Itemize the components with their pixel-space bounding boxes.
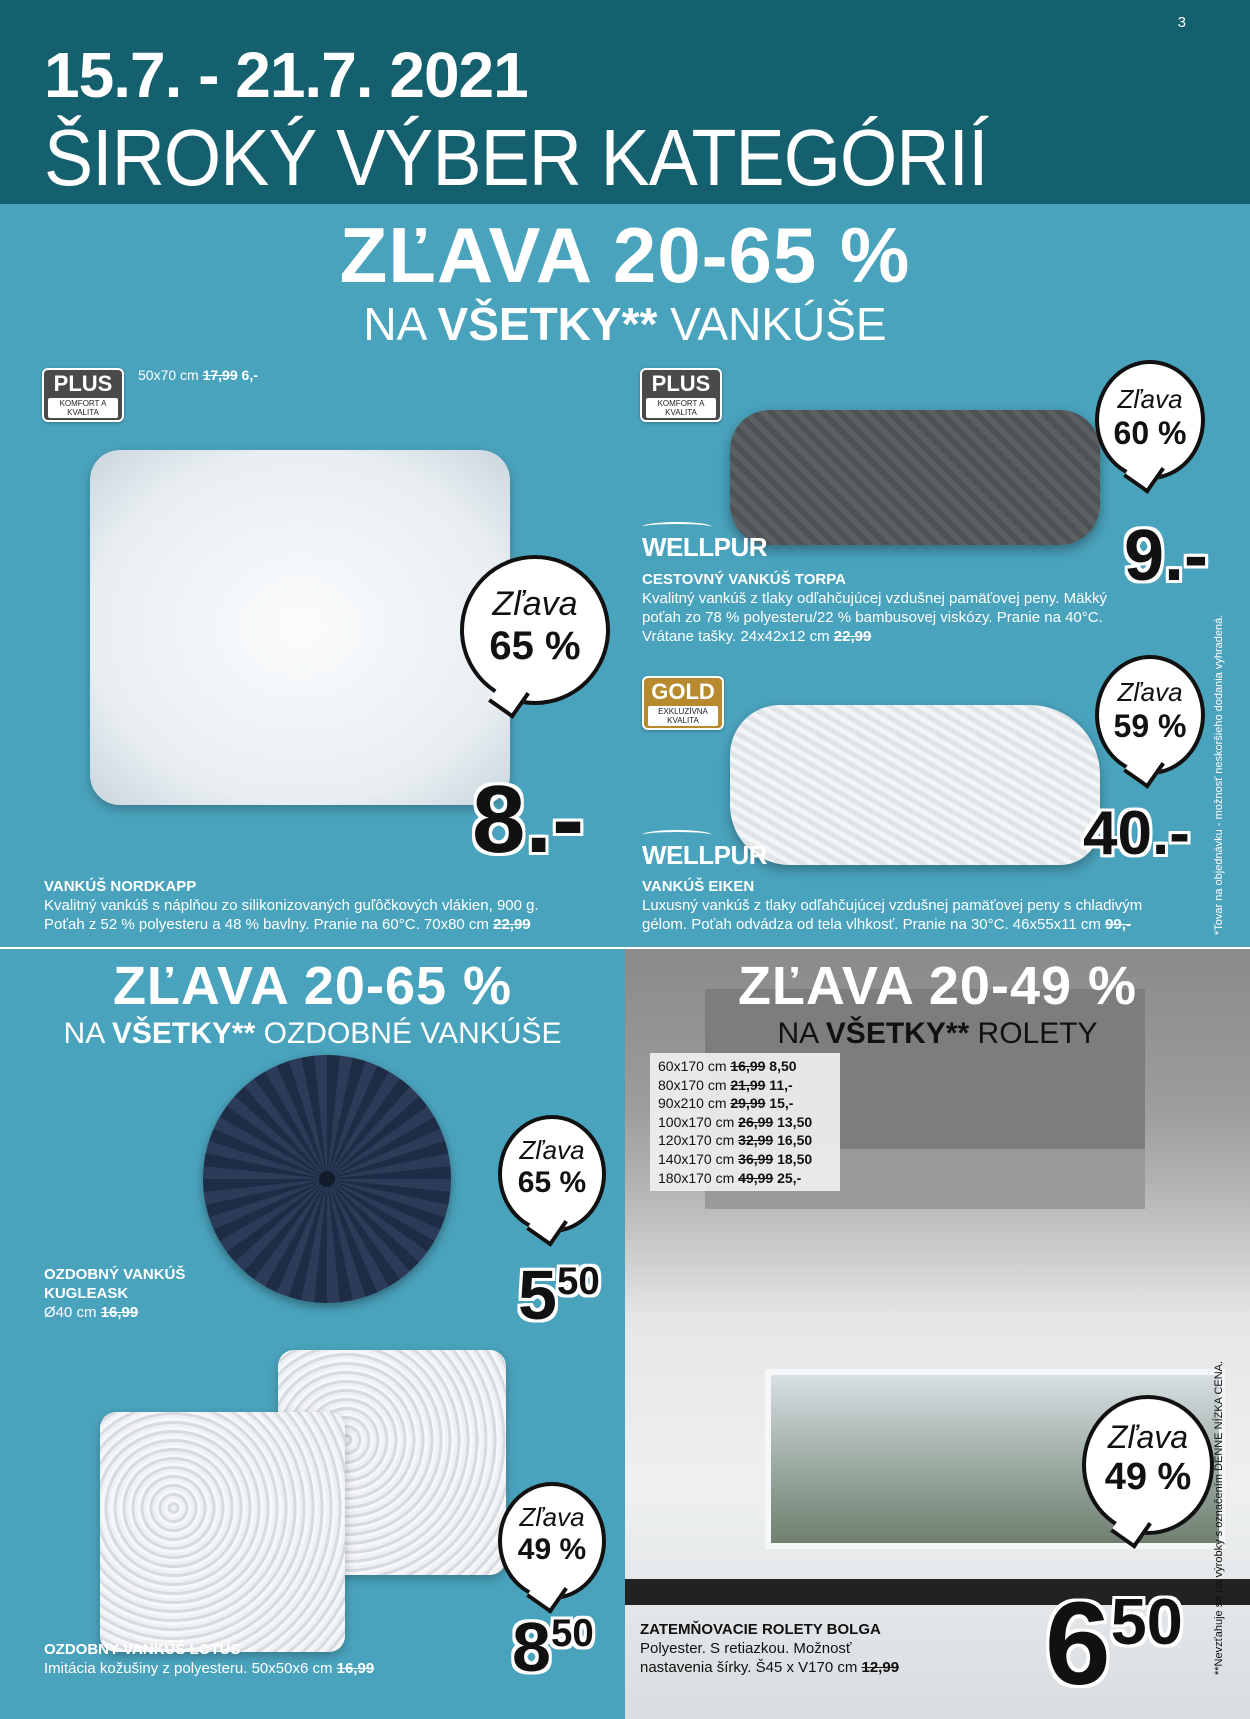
pillows-discount-banner	[0, 212, 1250, 350]
torpa-description: CESTOVNÝ VANKÚŠ TORPA Kvalitný vankúš z tlaky odľahčujúcej vzdušnej pamäťovej peny. Mäkký poťah zo 78 % polyesteru/22 % bambusovej viskózy. Pranie na 40°C. Vrátane tašky. 24x42x12 cm 22,99	[642, 571, 1107, 645]
torpa-discount-bubble: Zľava 60 %	[1095, 360, 1205, 480]
bolga-price: $6^{50}$	[1045, 1578, 1183, 1710]
kugleask-price: $5^{50}$	[518, 1256, 600, 1334]
blinds-discount-banner	[625, 955, 1250, 1051]
wellpur-logo: WELLPUR	[642, 840, 768, 870]
nordkapp-price: 8.-	[472, 766, 585, 873]
lotus-price: $8^{50}$	[512, 1608, 594, 1686]
nordkapp-discount-bubble: Zľava 65 %	[460, 555, 610, 705]
size-row: 120x170 cm 32,99 16,50	[658, 1132, 813, 1149]
banner-subline: NA VŠETKY** VANKÚŠE	[363, 298, 887, 350]
blinds-size-price-list	[650, 1053, 840, 1191]
eiken-discount-bubble: Zľava 59 %	[1095, 655, 1205, 775]
nordkapp-pillow-image	[90, 450, 510, 805]
size-row: 80x170 cm 21,99 11,-	[658, 1076, 793, 1093]
banner-subline: NA VŠETKY** OZDOBNÉ VANKÚŠE	[63, 1017, 562, 1050]
page-title: ŠIROKÝ VÝBER KATEGÓRIÍ	[44, 113, 988, 202]
banner-headline: ZĽAVA 20-65 %	[112, 956, 513, 1016]
kugleask-discount-bubble: Zľava 65 %	[498, 1115, 606, 1233]
plus-quality-badge: PLUS KOMFORT A KVALITA	[640, 368, 722, 422]
wellpur-logo: WELLPUR	[642, 532, 768, 562]
banner-headline: ZĽAVA 20-49 %	[737, 956, 1138, 1016]
size-row: 60x170 cm 16,99 8,50	[658, 1058, 797, 1074]
page-header	[0, 0, 1250, 204]
size-row: 90x210 cm 29,99 15,-	[658, 1095, 794, 1112]
torpa-price: 9.-	[1124, 516, 1209, 596]
lotus-cushion-front-image	[100, 1412, 345, 1652]
bolga-description: ZATEMŇOVACIE ROLETY BOLGA Polyester. S retiazkou. Možnosť nastavenia šírky. Š45 x V170 cm 12,99	[640, 1621, 900, 1676]
price-exclusion-footnote: **Nevzťahuje sa na výrobky s označením DENNE NÍZKA CENA.	[1213, 1360, 1225, 1675]
torpa-pillow-image	[730, 410, 1100, 545]
order-footnote: *Tovar na objednávku - možnosť neskoršieho dodania vyhradená.	[1213, 614, 1225, 935]
eiken-pillow-image	[730, 705, 1100, 865]
size-row: 180x170 cm 49,99 25,-	[658, 1169, 802, 1186]
nordkapp-description: VANKÚŠ NORDKAPP Kvalitný vankúš s náplňou zo silikonizovaných guľôčkových vlákien, 900 g. Poťah z 52 % polyesteru a 48 % bavlny. Pranie na 60°C. 70x80 cm 22,99	[44, 878, 539, 933]
bolga-discount-bubble: Zľava 49 %	[1082, 1395, 1214, 1535]
nordkapp-size-note: 50x70 cm 17,99 6,-	[138, 367, 258, 383]
eiken-price: 40.-	[1083, 799, 1190, 868]
banner-headline: ZĽAVA 20-65 %	[339, 211, 911, 299]
eiken-description: VANKÚŠ EIKEN Luxusný vankúš z tlaky odľahčujúcej vzdušnej pamäťovej peny s chladivým gélom. Poťah odvádza od tela vlhkosť. Pranie na 30°C. 46x55x11 cm 99,-	[642, 878, 1143, 933]
page-number: 3	[1177, 14, 1186, 31]
decorative-pillows-banner	[0, 955, 625, 1051]
kugleask-description: OZDOBNÝ VANKÚŠ KUGLEASK Ø40 cm 16,99	[44, 1266, 186, 1321]
lotus-discount-bubble: Zľava 49 %	[498, 1482, 606, 1600]
gold-quality-badge: GOLD EXKLUZÍVNA KVALITA	[642, 676, 724, 730]
lotus-description: OZDOBNÝ VANKÚŠ LOTUS Imitácia kožušiny z polyesteru. 50x50x6 cm 16,99	[44, 1641, 375, 1677]
banner-subline: NA VŠETKY** ROLETY	[777, 1017, 1098, 1050]
plus-quality-badge: PLUS KOMFORT A KVALITA	[42, 368, 124, 422]
size-row: 100x170 cm 26,99 13,50	[658, 1113, 813, 1130]
offer-dates: 15.7. - 21.7. 2021	[44, 39, 528, 111]
size-row: 140x170 cm 36,99 18,50	[658, 1150, 813, 1167]
